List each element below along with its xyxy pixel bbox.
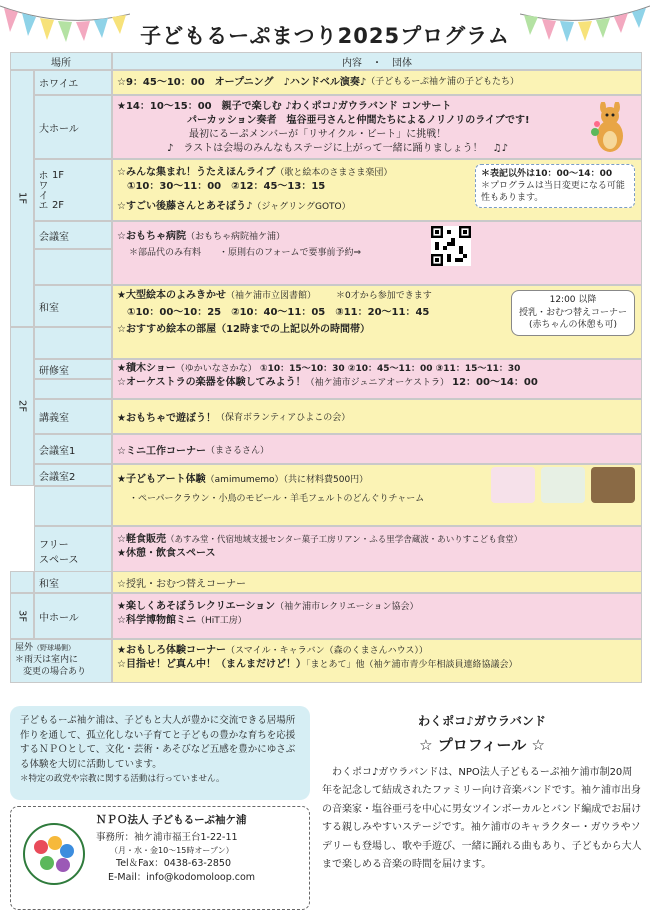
profile-subheading: ☆ プロフィール ☆ (419, 736, 545, 755)
rest-area: ★休憩・飲食スペース (117, 548, 216, 559)
row-picture-book (112, 285, 642, 359)
experience-org: （スマイル・キャラバン（森のくまさんハウス）） (225, 646, 428, 656)
kangaroo-mascot-icon (587, 102, 633, 154)
place-meeting-room-2: 会議室2 (34, 464, 112, 486)
row-foyer (112, 159, 642, 221)
row-training-room (112, 359, 642, 399)
experience-title: ★おもしろ体験コーナー (117, 645, 226, 656)
row-free-space (112, 526, 642, 576)
toy-hospital-title: ☆おもちゃ病院 (117, 231, 186, 242)
place-training-cont (34, 379, 112, 399)
picture-book-org: （袖ケ浦市立図書館） (225, 291, 316, 301)
main-hall-desc: パーカッション奏者 塩谷亜弓さんと仲間たちによるノリノリのライブです! (187, 115, 530, 126)
picture-book-times: ①10：00〜10：25 ②10：40〜11：05 ③11：20〜11：45 (127, 307, 430, 318)
art-org: （amimumemo）（共に材料費500円） (205, 475, 369, 485)
blocks-show-times: ①10：15〜10：30 ②10：45〜11：00 ③11：15〜11：30 (259, 364, 521, 374)
foyer-song-title: ☆みんな集まれ！うたえほんライブ (117, 167, 276, 178)
schedule-note-change: ＊プログラムは当日変更になる可能性もあります。 (481, 181, 625, 204)
opening-org: （子どもるーぷ袖ケ浦の子どもたち） (366, 77, 520, 88)
floor-2f-cont (10, 571, 34, 593)
place-washitsu: 和室 (34, 285, 112, 327)
place-outdoor (10, 639, 112, 683)
place-middle-hall: 中ホール (34, 593, 112, 639)
orchestra-title: ☆オーケストラの楽器を体験してみよう！ (117, 377, 306, 388)
washitsu-2-text: ☆授乳・おむつ替えコーナー (117, 578, 246, 590)
foyer-label: ホワイエ (36, 170, 47, 210)
place-training-room: 研修室 (34, 359, 112, 379)
lecture-org: （保育ボランティアひよこの会） (215, 413, 351, 423)
row-washitsu-2 (112, 571, 642, 593)
blocks-show-org: （ゆかいなさかな） (175, 364, 257, 374)
opening-text: ☆9：45〜10：00 オープニング ♪ハンドベル演奏♪ (117, 76, 367, 88)
band-profile (322, 710, 642, 910)
foyer-juggling-title: ☆すごい後藤さんとあそぼう♪ (117, 201, 253, 212)
header-place: 場所 (10, 52, 112, 70)
npo-hours: （月・水・金10〜15時オープン） (110, 846, 234, 855)
bird-mobile-photo (541, 467, 585, 503)
page-title: 子どもるーぷまつり2025プログラム (140, 24, 510, 48)
foyer-juggling-org: （ジャグリングGOTO） (252, 202, 351, 212)
row-outdoor (112, 639, 642, 683)
foyer-song-times: ①10：30〜11：00 ②12：45〜13：15 (127, 181, 326, 192)
blocks-show-title: ★積木ショー (117, 363, 176, 374)
schedule-note-box (475, 164, 635, 208)
picture-book-title: ★大型絵本のよみきかせ (117, 290, 226, 301)
row-meeting2 (112, 464, 642, 526)
npo-title: ＮＰＯ法人 子どもるーぷ袖ケ浦 (96, 814, 247, 826)
main-hall-title: ★14：10〜15：00 親子で楽しむ ♪わくポコ♪ガウラバンド コンサート (117, 101, 452, 112)
about-box (10, 706, 310, 800)
npo-office: 事務所：袖ケ浦市福王台1-22-11 (96, 831, 238, 843)
free-space-label-1: フリー (39, 540, 69, 551)
place-free-space (34, 526, 112, 576)
recreation-org: （袖ケ浦市レクリエーション協会） (275, 602, 419, 612)
art-title: ★子どもアート体験 (117, 474, 206, 485)
orchestra-time: 12：00〜14：00 (452, 377, 538, 388)
profile-heading: わくポコ♪ガウラバンド (418, 714, 546, 728)
book-room-text: ☆おすすめ絵本の部屋（12時までの上記以外の時間帯） (117, 324, 370, 335)
floor-3f: 3F (10, 593, 34, 639)
place-meeting-room: 会議室 (34, 221, 112, 249)
snack-org: （あすみ堂・代宿地域支援センター菓子工房リアン・ふる里学舎蔵波・あいりすこども食堂） (165, 535, 523, 545)
place-meeting-room-cont (34, 249, 112, 285)
floor-2f: 2F (10, 327, 34, 486)
outdoor-rain-note-1: ＊雨天は室内に (15, 655, 79, 666)
main-hall-finale: ♪ ラストは会場のみんなもステージに上がって一緒に踊りましょう！ ♫♪ (167, 143, 509, 154)
program-table-lower (10, 571, 642, 683)
header-content: 内容 ・ 団体 (112, 52, 642, 70)
schedule-note-hours: ＊表記以外は10：00〜14：00 (481, 169, 613, 179)
row-lecture (112, 399, 642, 434)
outdoor-label: 屋外 (15, 643, 34, 654)
nursing-info-label: 授乳・おむつ替えコーナー (518, 307, 627, 318)
acorn-charm-photo (591, 467, 635, 503)
paper-crown-photo (491, 467, 535, 503)
place-meeting-room-1: 会議室1 (34, 434, 112, 464)
nursing-info-time: 12:00 以降 (549, 295, 597, 305)
place-foyer (34, 159, 112, 221)
profile-text: わくポコ♪ガウラバンドは、NPO法人子どもるーぷ袖ケ浦市制20周年を記念して結成されたファミリー向け音楽バンドです。袖ケ浦市出身の音楽家・塩谷亜弓を中心に男女ツインボーカルとバンド編成でお届けする親しみやすいステージです。袖ケ浦市のキャラクター・ガウラやソデリーも登場し、歌や手遊び、一緒に踊れる曲もあり、子どもから大人まで楽しめる音楽の時間を届けます。 (322, 766, 642, 871)
foyer-sub-2f: 2F (51, 199, 65, 211)
foyer-sub-1f: 1F (51, 169, 65, 181)
recreation-title: ★楽しくあそぼうレクリエーション (117, 601, 276, 612)
row-middle-hall (112, 593, 642, 639)
place-washitsu-2: 和室 (34, 571, 112, 593)
row-meeting1 (112, 434, 642, 464)
npo-logo-icon (21, 821, 87, 887)
about-text: 子どもるーぷ袖ケ浦は、子どもと大人が豊かに交流できる居場所作りを通して、孤立化しない子育てと子どもの豊かな育ちを応援するＮＰＯとして、文化・芸術・あそびなど五感を豊かにゆさぶる体験を大切に活動しています。 (20, 715, 296, 771)
main-hall-note: 最初にるーぷメンバーが「リサイクル・ビート」に挑戦！ (189, 129, 447, 140)
row-toy-hospital (112, 221, 642, 285)
npo-email[interactable]: E-Mail：info@kodomoloop.com (108, 872, 256, 884)
npo-tel: Tel＆Fax：0438-63-2850 (116, 858, 232, 869)
science-org: （HiT工房） (195, 616, 247, 626)
place-lecture-room: 講義室 (34, 399, 112, 434)
place-washitsu-cont (34, 327, 112, 359)
floor-1f: 1F (10, 70, 34, 327)
free-space-label-2: スペース (39, 555, 79, 566)
craft-title: ☆ミニ工作コーナー (117, 445, 206, 457)
lecture-title: ★おもちゃで遊ぼう！ (117, 413, 216, 424)
about-note: ＊特定の政党や宗教に関する活動は行っていません。 (20, 773, 225, 784)
place-white-hall: ホワイエ (34, 70, 112, 95)
foyer-song-org: （歌と絵本のさまさま楽団） (275, 168, 393, 178)
craft-org: （まさるさん） (205, 445, 269, 456)
npo-contact-box (10, 806, 310, 910)
orchestra-org: （袖ケ浦市ジュニアオーケストラ） (305, 378, 449, 388)
nursing-info-box (511, 290, 635, 336)
row-opening (112, 70, 642, 95)
science-title: ☆科学博物館ミニ (117, 615, 196, 626)
qr-code-icon[interactable] (431, 226, 471, 266)
place-meeting-2-cont (34, 486, 112, 526)
picture-book-age-note: ＊0才から参加できます (335, 291, 432, 301)
row-main-hall (112, 95, 642, 159)
outdoor-rain-note-2: 変更の場合あり (23, 666, 87, 677)
nursing-info-note: (赤ちゃんの休憩も可) (528, 320, 618, 331)
target-org: 「まとあて」他（袖ケ浦市青少年相談員連絡協議会） (305, 660, 518, 670)
art-items: ・ペーパークラウン・小鳥のモビール・羊毛フェルトのどんぐりチャーム (129, 494, 425, 504)
outdoor-label-note: （野球場側） (33, 644, 76, 653)
place-main-hall: 大ホール (34, 95, 112, 159)
toy-hospital-org: （おもちゃ病院袖ケ浦） (185, 232, 285, 242)
snack-title: ☆軽食販売 (117, 534, 166, 545)
toy-hospital-note: ＊部品代のみ有料 ・原則右のフォームで要事前予約⇒ (129, 248, 362, 258)
target-title: ☆目指せ！ど真ん中！（まんまだけど！） (117, 659, 306, 670)
